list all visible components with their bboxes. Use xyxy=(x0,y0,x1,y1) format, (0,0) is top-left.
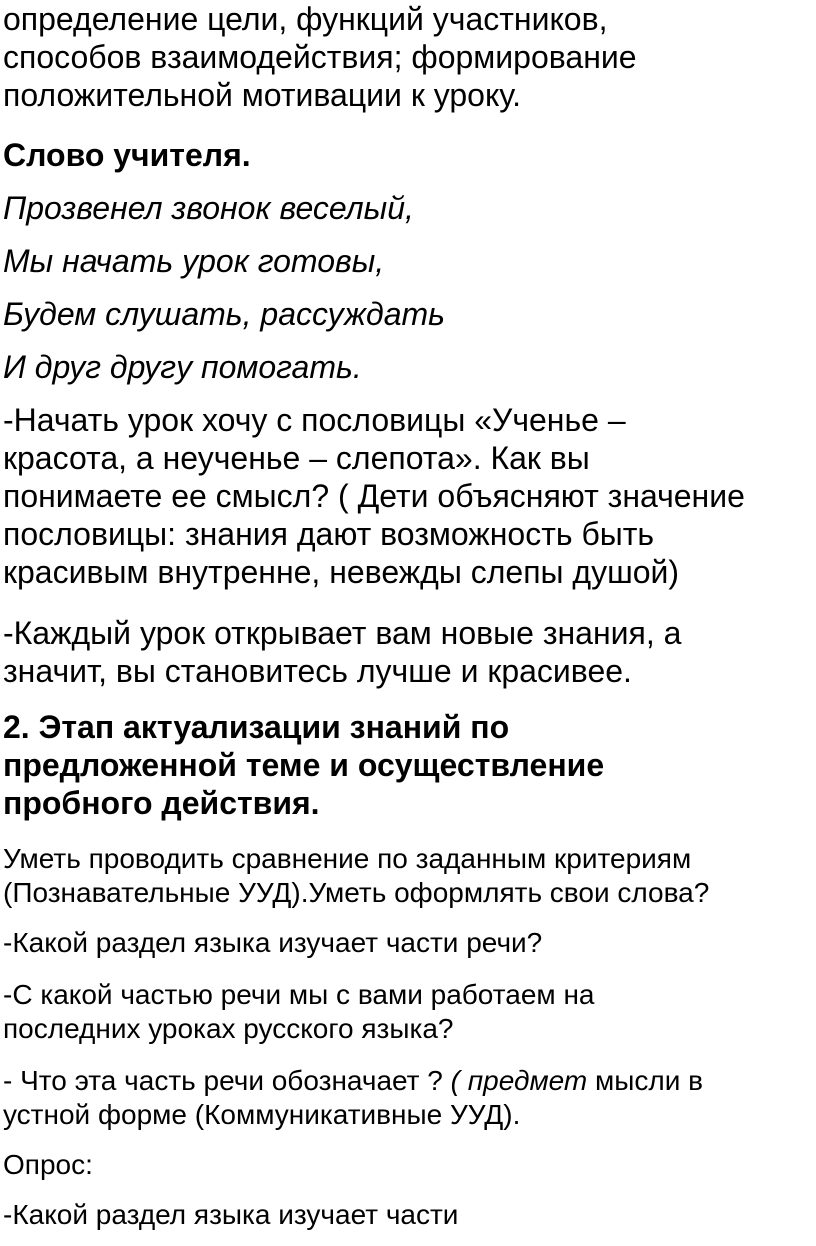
poem-line: Будем слушать, рассуждать xyxy=(3,296,445,332)
teacher-word-heading: Слово учителя. xyxy=(3,137,251,173)
uud-line: Уметь проводить сравнение по заданным критериям xyxy=(3,843,692,874)
proverb-line: -Начать урок хочу с пословицы «Ученье – xyxy=(3,402,626,438)
stage2-heading-line: 2. Этап актуализации знаний по xyxy=(3,709,510,745)
intro-line: способов взаимодействия; формирование xyxy=(3,39,637,75)
proverb-paragraph xyxy=(3,401,745,591)
proverb-line: понимаете ее смысл? ( Дети объясняют значение xyxy=(3,478,745,514)
lesson-line: значит, вы становитесь лучше и красивее. xyxy=(3,653,632,689)
intro-line: определение цели, функций участников, xyxy=(3,1,608,37)
lesson-line: -Каждый урок открывает вам новые знания, а xyxy=(3,615,682,651)
question-2 xyxy=(3,978,595,1046)
question-3-prefix: - Что эта часть речи обозначает ? xyxy=(3,1065,451,1096)
question-2-line: -С какой частью речи мы с вами работаем на xyxy=(3,979,595,1010)
stage2-heading xyxy=(3,708,604,822)
poem-line: Прозвенел звонок веселый, xyxy=(3,190,414,226)
poem-line: Мы начать урок готовы, xyxy=(3,243,385,279)
question-3-line-2: устной форме (Коммуникативные УУД). xyxy=(3,1099,521,1130)
uud-paragraph xyxy=(3,842,709,910)
question-3 xyxy=(3,1064,703,1132)
intro-line: положительной мотивации к уроку. xyxy=(3,77,521,113)
proverb-line: красота, а неученье – слепота». Как вы xyxy=(3,440,590,476)
question-2-line: последних уроках русского языка? xyxy=(3,1013,454,1044)
poem-line: И друг другу помогать. xyxy=(3,349,362,385)
proverb-line: пословицы: знания дают возможность быть xyxy=(3,516,655,552)
question-3-suffix: мысли в xyxy=(587,1065,704,1096)
stage2-heading-line: предложенной теме и осуществление xyxy=(3,747,605,783)
stage2-heading-line: пробного действия. xyxy=(3,785,320,821)
uud-line: (Познавательные УУД).Уметь оформлять свои слова? xyxy=(3,877,710,908)
question-4: -Какой раздел языка изучает части xyxy=(3,1199,459,1230)
lesson-paragraph xyxy=(3,614,681,690)
question-3-line-1 xyxy=(3,1064,703,1098)
proverb-line: красивым внутренне, невежды слепы душой) xyxy=(3,554,680,590)
intro-paragraph xyxy=(3,0,637,114)
survey-label: Опрос: xyxy=(3,1149,93,1180)
question-1: -Какой раздел языка изучает части речи? xyxy=(3,927,543,958)
question-3-italic: ( предмет xyxy=(450,1065,588,1096)
